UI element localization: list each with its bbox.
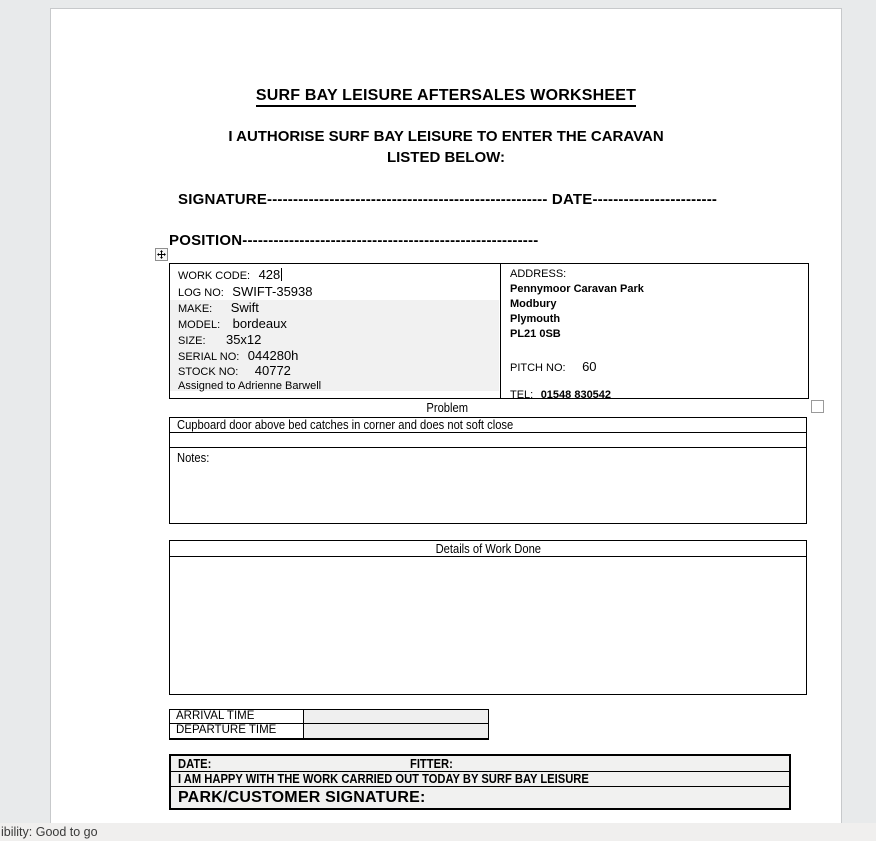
arrival-time-label: ARRIVAL TIME bbox=[170, 710, 304, 723]
departure-time-row bbox=[170, 724, 488, 738]
notes-label: Notes: bbox=[177, 450, 210, 465]
stock-no-value[interactable]: 40772 bbox=[254, 363, 291, 378]
work-code-row[interactable] bbox=[170, 266, 500, 283]
arrival-time-value-cell[interactable] bbox=[304, 710, 488, 723]
serial-no-row[interactable] bbox=[170, 348, 499, 363]
size-label: SIZE: bbox=[178, 335, 206, 347]
work-done-header bbox=[169, 540, 807, 557]
caravan-details-cell[interactable] bbox=[170, 264, 500, 391]
happy-statement-text: I AM HAPPY WITH THE WORK CARRIED OUT TODAY BY SURF BAY LEISURE bbox=[178, 771, 589, 786]
address-cell[interactable] bbox=[501, 264, 808, 400]
address-line-4: PL21 0SB bbox=[510, 328, 561, 340]
table-resize-handle[interactable] bbox=[811, 400, 824, 413]
authorise-line-2: LISTED BELOW: bbox=[386, 149, 506, 166]
signoff-table bbox=[169, 754, 791, 810]
authorise-line-1: I AUTHORISE SURF BAY LEISURE TO ENTER THE CARAVAN bbox=[228, 128, 664, 145]
arrival-time-row bbox=[170, 710, 488, 724]
size-row[interactable] bbox=[170, 332, 499, 348]
worksheet-title-text: SURF BAY LEISURE AFTERSALES WORKSHEET bbox=[256, 87, 636, 107]
caravan-shaded-rows bbox=[170, 300, 499, 391]
assigned-text: Assigned to Adrienne Barwell bbox=[178, 380, 322, 392]
document-page[interactable] bbox=[50, 8, 842, 823]
stock-no-row[interactable] bbox=[170, 363, 499, 378]
serial-no-label: SERIAL NO: bbox=[178, 351, 240, 363]
assigned-row[interactable] bbox=[170, 378, 499, 391]
work-done-box[interactable] bbox=[169, 556, 807, 695]
pitch-no-row[interactable] bbox=[510, 359, 808, 375]
position-line: POSITION--------------------------------------------------------- bbox=[169, 232, 539, 249]
fitter-label: FITTER: bbox=[410, 756, 453, 771]
work-code-value[interactable]: 428 bbox=[258, 267, 281, 282]
address-line-2: Modbury bbox=[510, 298, 557, 310]
problem-entry-box[interactable] bbox=[169, 417, 807, 433]
status-bar[interactable] bbox=[0, 823, 876, 841]
signature-date-line: SIGNATURE------------------------------------------------------ DATE------------------------ bbox=[178, 191, 718, 208]
log-no-row[interactable] bbox=[170, 283, 500, 300]
problem-entry-text: Cupboard door above bed catches in corner and does not soft close bbox=[177, 417, 514, 432]
model-label: MODEL: bbox=[178, 319, 221, 331]
make-row[interactable] bbox=[170, 300, 499, 316]
times-table bbox=[169, 709, 489, 740]
pitch-no-label: PITCH NO: bbox=[510, 362, 566, 374]
four-way-arrow-icon bbox=[157, 250, 166, 259]
address-label: ADDRESS: bbox=[510, 268, 567, 280]
make-label: MAKE: bbox=[178, 303, 213, 315]
problem-empty-row[interactable] bbox=[169, 432, 807, 448]
address-line-3: Plymouth bbox=[510, 313, 561, 325]
text-cursor bbox=[281, 268, 282, 281]
serial-no-value[interactable]: 044280h bbox=[247, 348, 299, 363]
make-value[interactable]: Swift bbox=[230, 300, 259, 315]
customer-signature-label: PARK/CUSTOMER SIGNATURE: bbox=[178, 789, 426, 806]
date-label: DATE: bbox=[178, 756, 212, 771]
worksheet-title bbox=[51, 87, 841, 105]
departure-time-label: DEPARTURE TIME bbox=[170, 724, 304, 738]
date-fitter-row[interactable] bbox=[171, 756, 789, 772]
caravan-details-table[interactable] bbox=[169, 263, 809, 399]
tel-value[interactable]: 01548 830542 bbox=[540, 389, 612, 401]
size-value[interactable]: 35x12 bbox=[225, 332, 262, 347]
pitch-no-value[interactable]: 60 bbox=[582, 359, 597, 374]
table-move-handle[interactable] bbox=[155, 248, 168, 261]
model-row[interactable] bbox=[170, 316, 499, 332]
happy-statement-row bbox=[171, 772, 789, 787]
address-line-1: Pennymoor Caravan Park bbox=[510, 283, 644, 295]
departure-time-value-cell[interactable] bbox=[304, 724, 488, 738]
problem-header-text: Problem bbox=[426, 400, 469, 415]
work-done-header-text: Details of Work Done bbox=[435, 541, 541, 556]
problem-header bbox=[169, 400, 726, 416]
log-no-label: LOG NO: bbox=[178, 287, 224, 299]
log-no-value[interactable]: SWIFT-35938 bbox=[232, 284, 313, 299]
tel-row[interactable] bbox=[510, 387, 808, 400]
tel-label: TEL: bbox=[510, 389, 534, 401]
customer-signature-row[interactable] bbox=[171, 787, 789, 808]
work-code-label: WORK CODE: bbox=[178, 270, 251, 282]
stock-no-label: STOCK NO: bbox=[178, 366, 239, 378]
notes-box[interactable] bbox=[169, 447, 807, 524]
model-value[interactable]: bordeaux bbox=[232, 316, 287, 331]
accessibility-status[interactable]: ibility: Good to go bbox=[1, 825, 98, 839]
